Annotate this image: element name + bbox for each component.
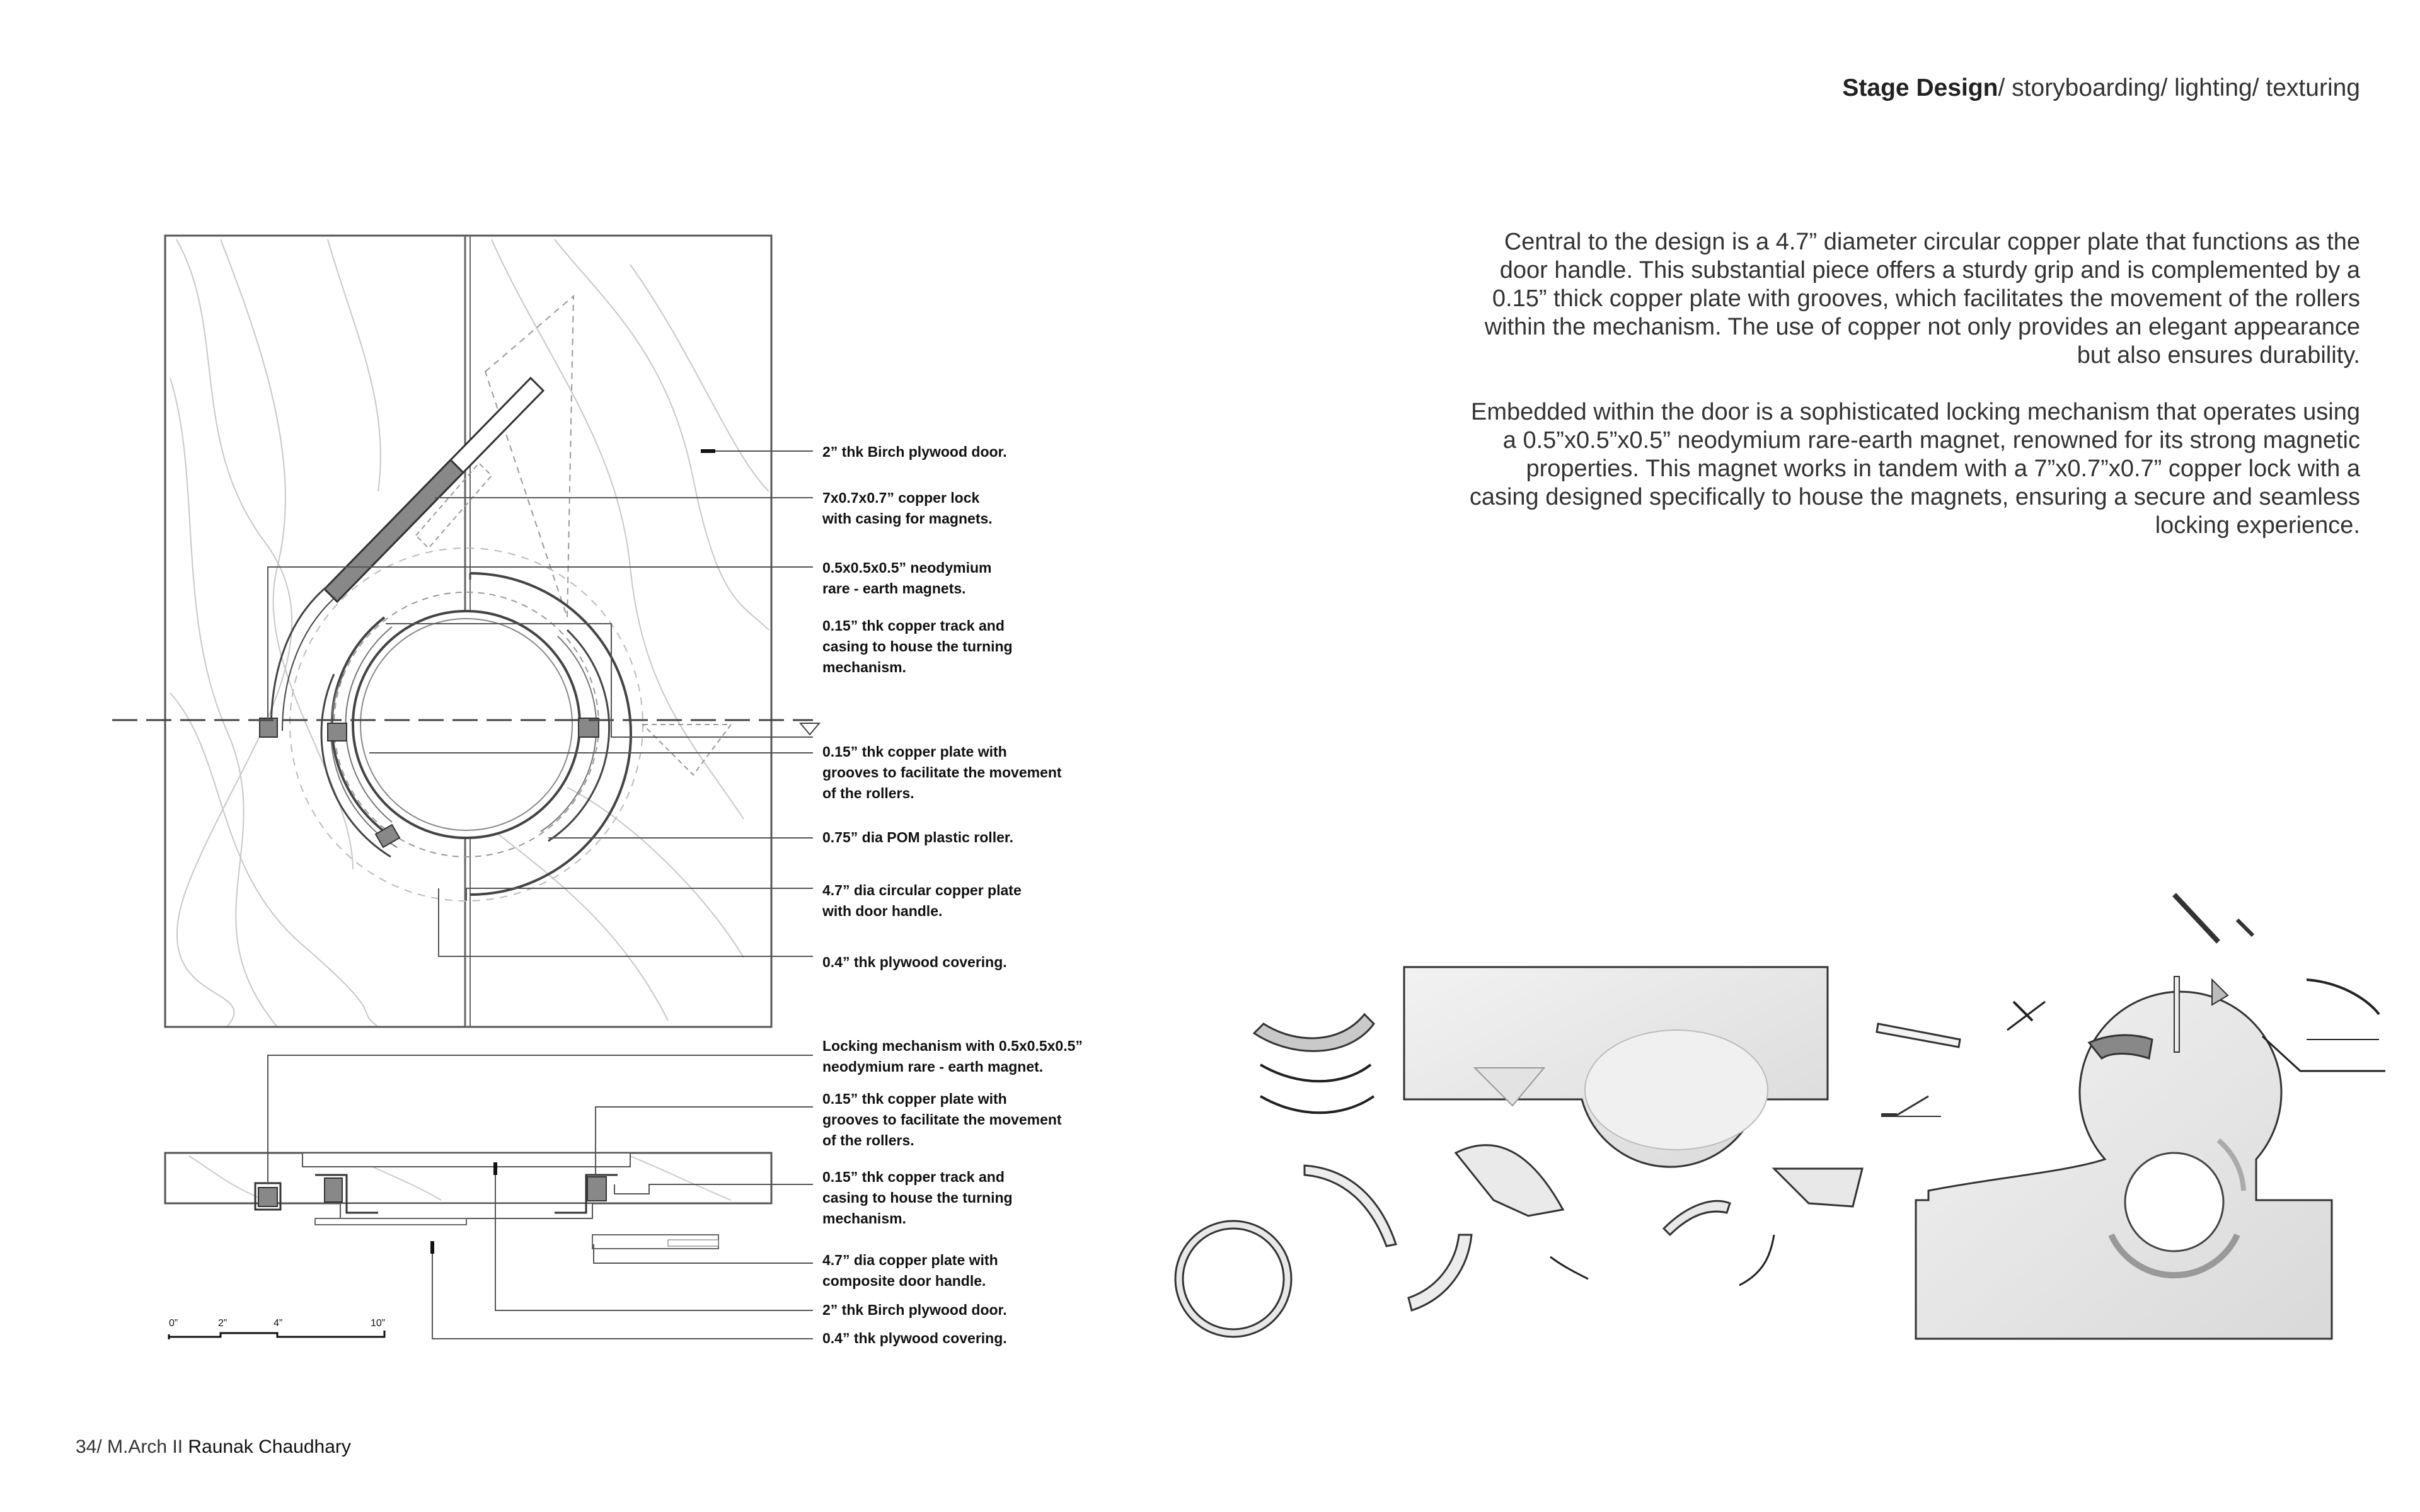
scale-tick-2: 2” (218, 1318, 228, 1329)
plan-label-copper-track-line2: casing to house the turning (822, 638, 1013, 655)
section-label-copper-track: 0.15” thk copper track and (822, 1169, 1005, 1185)
plan-label-circular-plate-line2: with door handle. (822, 903, 943, 919)
scale-tick-0: 0” (169, 1318, 178, 1329)
plan-label-copper-track: 0.15” thk copper track and (822, 617, 1005, 634)
page-footer (76, 1436, 351, 1458)
description-paragraph-2: Embedded within the door is a sophisticated locking mechanism that operates using a 0.5”x0.5”x0.5” neodymium rare-earth magnet, renowned for its strong magnetic properties. This magnet works in tandem with a 7”x0.7”x0.7” copper lock with a casing designed specifically to house the magnets, ensuring a secure and seamless locking experience. (1469, 399, 2360, 539)
plan-label-grooved-plate-line3: of the rollers. (822, 785, 914, 801)
scale-tick-4: 4” (274, 1318, 283, 1329)
section-label-grooved-plate-line3: of the rollers. (822, 1132, 914, 1148)
section-view-drawing (165, 1055, 813, 1339)
plan-label-grooved-plate: 0.15” thk copper plate with (822, 743, 1007, 760)
section-label-plywood-covering: 0.4” thk plywood covering. (822, 1330, 1007, 1346)
section-label-copper-plate-line2: composite door handle. (822, 1273, 986, 1289)
section-label-locking: Locking mechanism with 0.5x0.5x0.5” (822, 1038, 1083, 1054)
footer-author: Raunak Chaudhary (188, 1436, 351, 1457)
plan-label-copper-track-line3: mechanism. (822, 659, 906, 675)
header-sections: / storyboarding/ lighting/ texturing (1998, 74, 2360, 101)
section-label-locking-line2: neodymium rare - earth magnet. (822, 1058, 1044, 1075)
scale-tick-10: 10” (371, 1318, 386, 1329)
plan-label-copper-lock-line2: with casing for magnets. (822, 510, 993, 527)
plan-view-drawing (112, 236, 819, 1027)
section-label-grooved-plate: 0.15” thk copper plate with (822, 1091, 1007, 1107)
plan-label-plywood-covering: 0.4” thk plywood covering. (822, 954, 1007, 970)
section-label-copper-plate: 4.7” dia copper plate with (822, 1252, 998, 1268)
plan-label-circular-plate: 4.7” dia circular copper plate (822, 882, 1022, 898)
section-label-copper-track-line3: mechanism. (822, 1210, 906, 1227)
exploded-parts-render (1175, 895, 2385, 1339)
header-active-section: Stage Design (1842, 74, 1998, 101)
scale-bar (169, 1318, 385, 1339)
plan-labels (822, 444, 1062, 970)
footer-page-info: 34/ M.Arch II (76, 1436, 188, 1457)
description-paragraph-1: Central to the design is a 4.7” diameter circular copper plate that functions as the door handle. This substantial piece offers a sturdy grip and is complemented by a 0.15” thick copper plate with grooves, which facilitates the movement of the rollers within the mechanism. The use of copper not only provides an elegant appearance but also ensures durability. (1484, 229, 2360, 369)
plan-label-magnets-line2: rare - earth magnets. (822, 580, 966, 597)
section-label-birch-door: 2” thk Birch plywood door. (822, 1302, 1007, 1318)
section-label-grooved-plate-line2: grooves to facilitate the movement (822, 1111, 1062, 1128)
section-label-copper-track-line2: casing to house the turning (822, 1189, 1013, 1206)
section-labels (822, 1038, 1083, 1346)
plan-label-birch-door: 2” thk Birch plywood door. (822, 444, 1007, 460)
plan-label-copper-lock: 7x0.7x0.7” copper lock (822, 490, 980, 506)
plan-label-grooved-plate-line2: grooves to facilitate the movement (822, 764, 1062, 781)
plan-label-magnets: 0.5x0.5x0.5” neodymium (822, 559, 992, 576)
plan-label-pom-roller: 0.75” dia POM plastic roller. (822, 829, 1013, 845)
